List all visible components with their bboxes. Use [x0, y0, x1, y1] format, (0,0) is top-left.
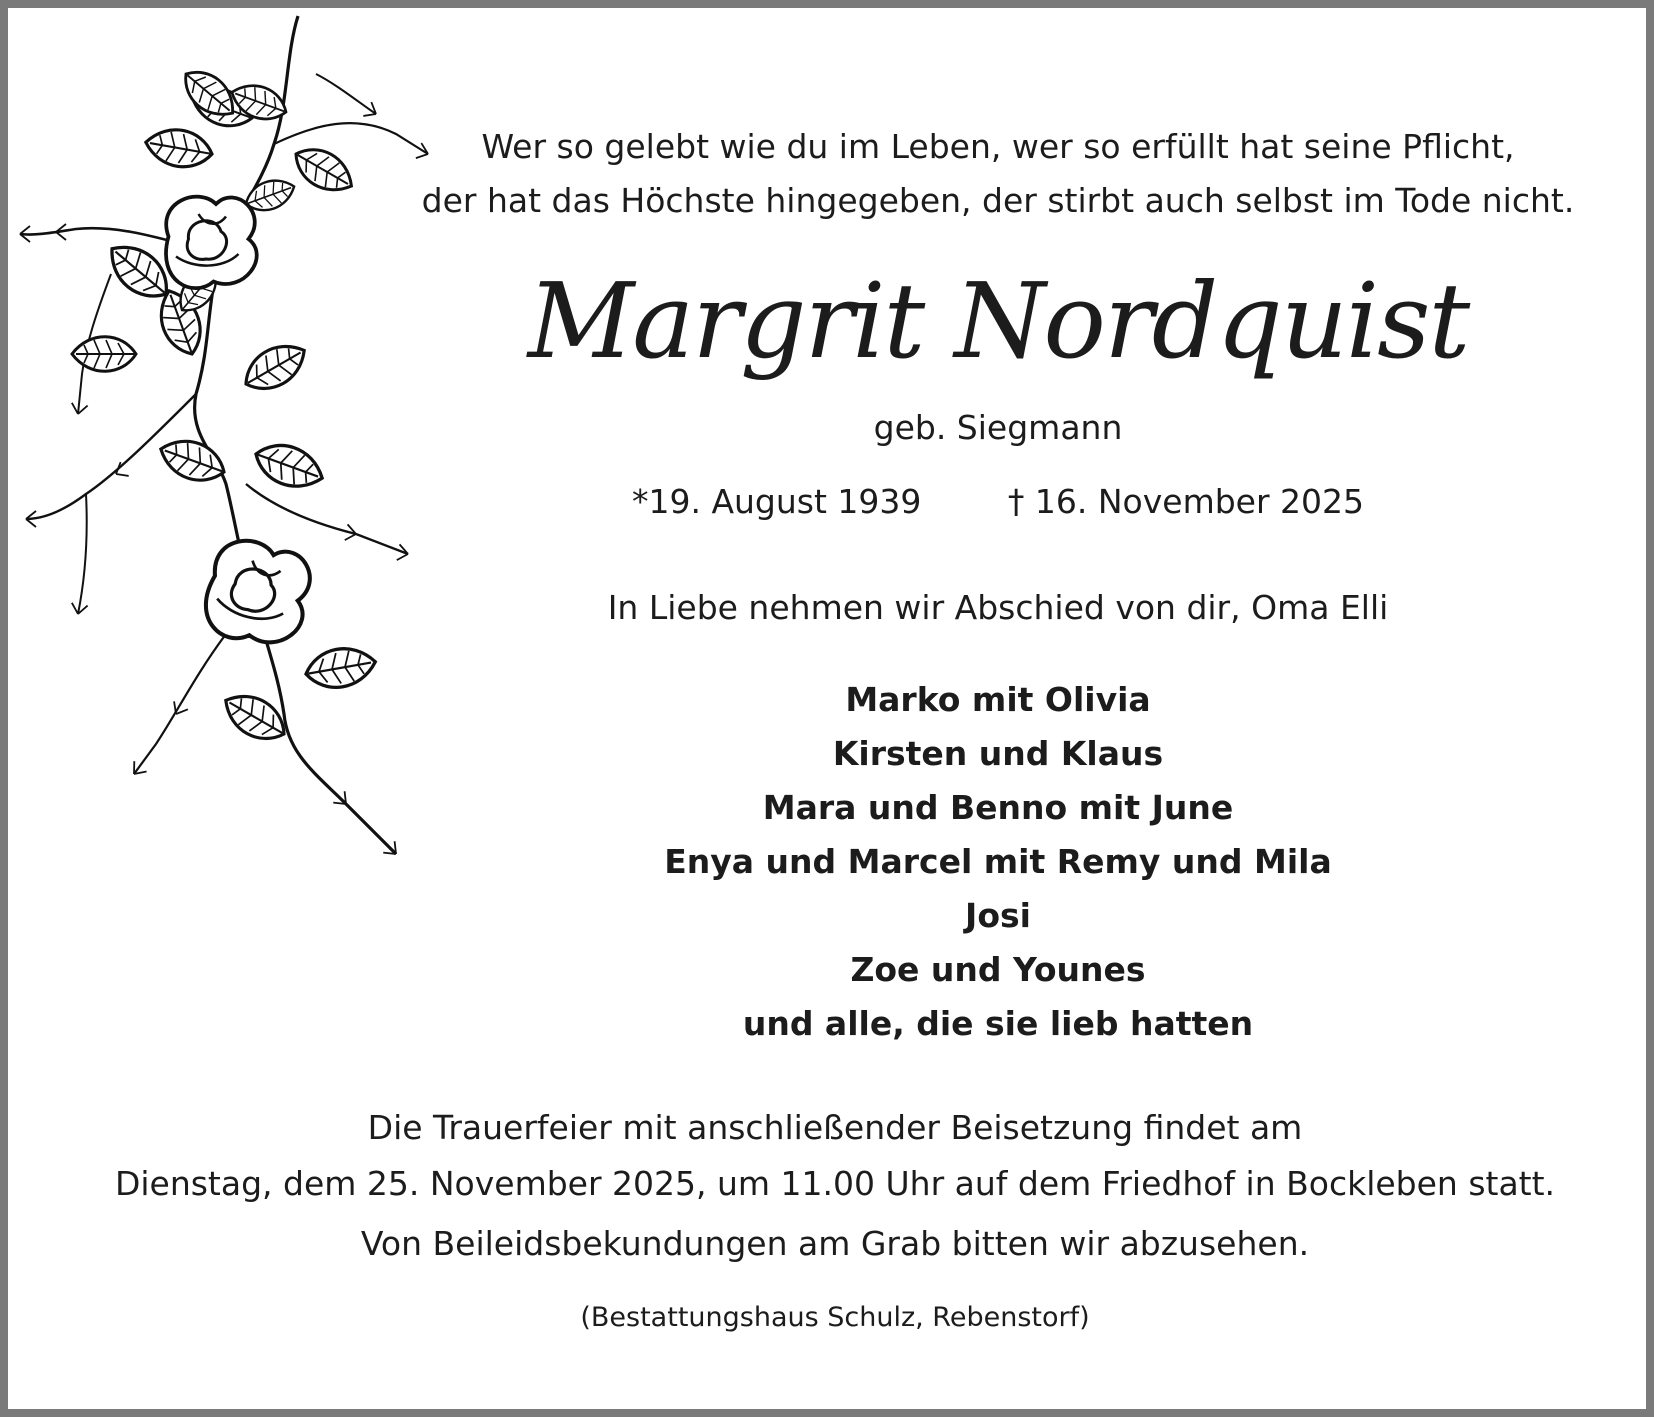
deceased-name: Margrit Nordquist	[527, 260, 1469, 382]
funeral-line: Von Beileidsbekundungen am Grab bitten wir abzusehen.	[360, 1224, 1310, 1263]
mourner-line: Enya und Marcel mit Remy und Mila	[664, 842, 1332, 881]
quote-line: Wer so gelebt wie du im Leben, wer so erfüllt hat seine Pflicht,	[481, 127, 1515, 166]
mourner-line: Kirsten und Klaus	[832, 734, 1164, 773]
mourner-line: und alle, die sie lieb hatten	[742, 1004, 1254, 1043]
maiden-name: geb. Siegmann	[873, 408, 1123, 447]
mourner-line: Zoe und Younes	[850, 950, 1146, 989]
mourner-line: Mara und Benno mit June	[762, 788, 1234, 827]
rose-branch-illustration	[16, 14, 436, 914]
farewell-line: In Liebe nehmen wir Abschied von dir, Oma Elli	[607, 588, 1389, 627]
birth-date: *19. August 1939	[631, 482, 922, 521]
mourners-list	[418, 673, 1578, 1051]
undertaker-credit: (Bestattungshaus Schulz, Rebenstorf)	[580, 1302, 1090, 1333]
memorial-quote	[418, 120, 1578, 228]
funeral-details	[8, 1100, 1654, 1272]
mourner-line: Marko mit Olivia	[845, 680, 1151, 719]
mourner-line: Josi	[965, 896, 1031, 935]
life-dates	[418, 480, 1578, 524]
quote-line: der hat das Höchste hingegeben, der stirbt auch selbst im Tode nicht.	[421, 181, 1575, 220]
funeral-line: Die Trauerfeier mit anschließender Beisetzung findet am	[367, 1108, 1303, 1147]
funeral-line: Dienstag, dem 25. November 2025, um 11.00 Uhr auf dem Friedhof in Bockleben statt.	[114, 1164, 1556, 1203]
death-date: † 16. November 2025	[1007, 482, 1365, 521]
